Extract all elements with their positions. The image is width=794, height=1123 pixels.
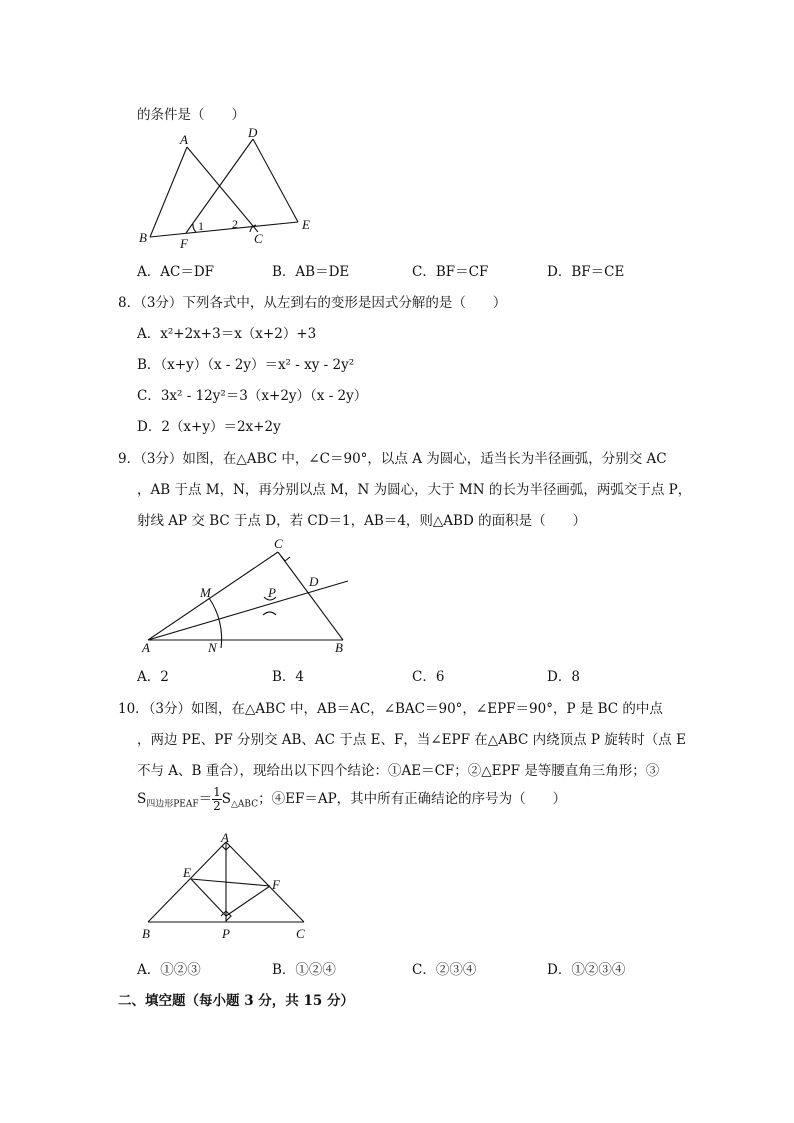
q10-stem-line1: 10．（3分）如图，在△ABC 中，AB＝AC，∠BAC＝90°，∠EPF＝90°，P 是 BC 的中点 xyxy=(118,701,663,717)
q7-angle-2: 2 xyxy=(232,217,238,231)
q8-option-a[interactable]: A．x²+2x+3＝x（x+2）+3 xyxy=(137,326,317,342)
q9-label-A: A xyxy=(142,640,150,655)
q9-label-B: B xyxy=(335,640,343,655)
q9-option-c[interactable]: C．6 xyxy=(412,669,445,685)
q10-stem-line2: ，两边 PE、PF 分别交 AB、AC 于点 E、F，当∠EPF 在△ABC 内绕顶点 P 旋转时（点 E xyxy=(137,732,686,748)
q10-label-B: B xyxy=(142,926,150,941)
q9-option-a[interactable]: A．2 xyxy=(137,669,169,685)
q7-label-D: D xyxy=(248,125,258,140)
q7-stem-continuation: 的条件是（ ） xyxy=(137,107,245,123)
section-2-heading: 二、填空题（每小题 3 分，共 15 分） xyxy=(118,993,354,1009)
q7-label-F: F xyxy=(180,236,188,251)
q10-label-A: A xyxy=(221,830,229,845)
q10-s-subscript-triangle: △ABC xyxy=(231,799,259,810)
q9-label-D: D xyxy=(309,574,319,589)
q10-option-a[interactable]: A．①②③ xyxy=(137,962,201,978)
q7-label-A: A xyxy=(180,132,188,147)
q10-s-symbol-2: S xyxy=(221,791,232,807)
q9-stem-line1: 9．（3分）如图，在△ABC 中，∠C＝90°，以点 A 为圆心，适当长为半径画弧，分别交 AC xyxy=(118,451,667,467)
q10-stem-line3: 不与 A、B 重合），现给出以下四个结论：①AE＝CF；②△EPF 是等腰直角三角形；③ xyxy=(137,763,660,779)
q9-stem-line3: 射线 AP 交 BC 于点 D，若 CD＝1，AB＝4，则△ABD 的面积是（ ） xyxy=(137,513,587,529)
q10-option-c[interactable]: C．②③④ xyxy=(412,962,477,978)
q8-stem: 8．（3分）下列各式中，从左到右的变形是因式分解的是（ ） xyxy=(118,295,507,311)
q9-option-d[interactable]: D．8 xyxy=(547,669,580,685)
q7-option-b[interactable]: B．AB＝DE xyxy=(272,264,350,280)
q10-label-E: E xyxy=(183,865,191,880)
q8-option-b[interactable]: B．（x+y）（x - 2y）＝x² - xy - 2y² xyxy=(137,357,355,373)
q10-s-symbol: S xyxy=(137,791,147,807)
q7-label-C: C xyxy=(254,231,263,246)
q7-angle-1: 1 xyxy=(198,219,204,233)
q9-label-C: C xyxy=(274,536,283,551)
fraction-denominator: 2 xyxy=(213,799,221,813)
q9-label-M: M xyxy=(200,585,211,600)
q9-label-P: P xyxy=(268,585,276,600)
q8-option-d[interactable]: D．2（x+y）＝2x+2y xyxy=(137,419,281,435)
q7-option-c[interactable]: C．BF＝CF xyxy=(412,264,489,280)
q10-figure xyxy=(138,830,318,945)
fraction-one-half xyxy=(212,786,222,813)
q7-label-E: E xyxy=(302,217,310,232)
fraction-numerator: 1 xyxy=(213,785,221,799)
q10-option-b[interactable]: B．①②④ xyxy=(272,962,336,978)
q9-label-N: N xyxy=(208,640,217,655)
q9-option-b[interactable]: B．4 xyxy=(272,669,305,685)
q10-label-C: C xyxy=(296,926,305,941)
q9-figure xyxy=(138,535,358,655)
q7-label-B: B xyxy=(139,230,147,245)
q7-figure xyxy=(130,122,330,252)
q10-stem-line4 xyxy=(137,786,566,813)
q10-option-d[interactable]: D．①②③④ xyxy=(547,962,626,978)
q7-option-d[interactable]: D．BF＝CE xyxy=(547,264,625,280)
q10-stem-rest: ；④EF＝AP，其中所有正确结论的序号为（ ） xyxy=(258,791,567,807)
q10-label-F: F xyxy=(272,877,280,892)
q10-label-P: P xyxy=(222,926,230,941)
q7-option-a[interactable]: A．AC＝DF xyxy=(137,264,215,280)
q8-option-c[interactable]: C．3x² - 12y²＝3（x+2y）（x - 2y） xyxy=(137,388,368,404)
q10-equals: ＝ xyxy=(198,791,213,807)
q9-stem-line2: ，AB 于点 M，N，再分别以点 M，N 为圆心，大于 MN 的长为半径画弧，两弧交于点 P， xyxy=(137,482,692,498)
q10-s-subscript-quad: 四边形PEAF xyxy=(146,799,199,810)
